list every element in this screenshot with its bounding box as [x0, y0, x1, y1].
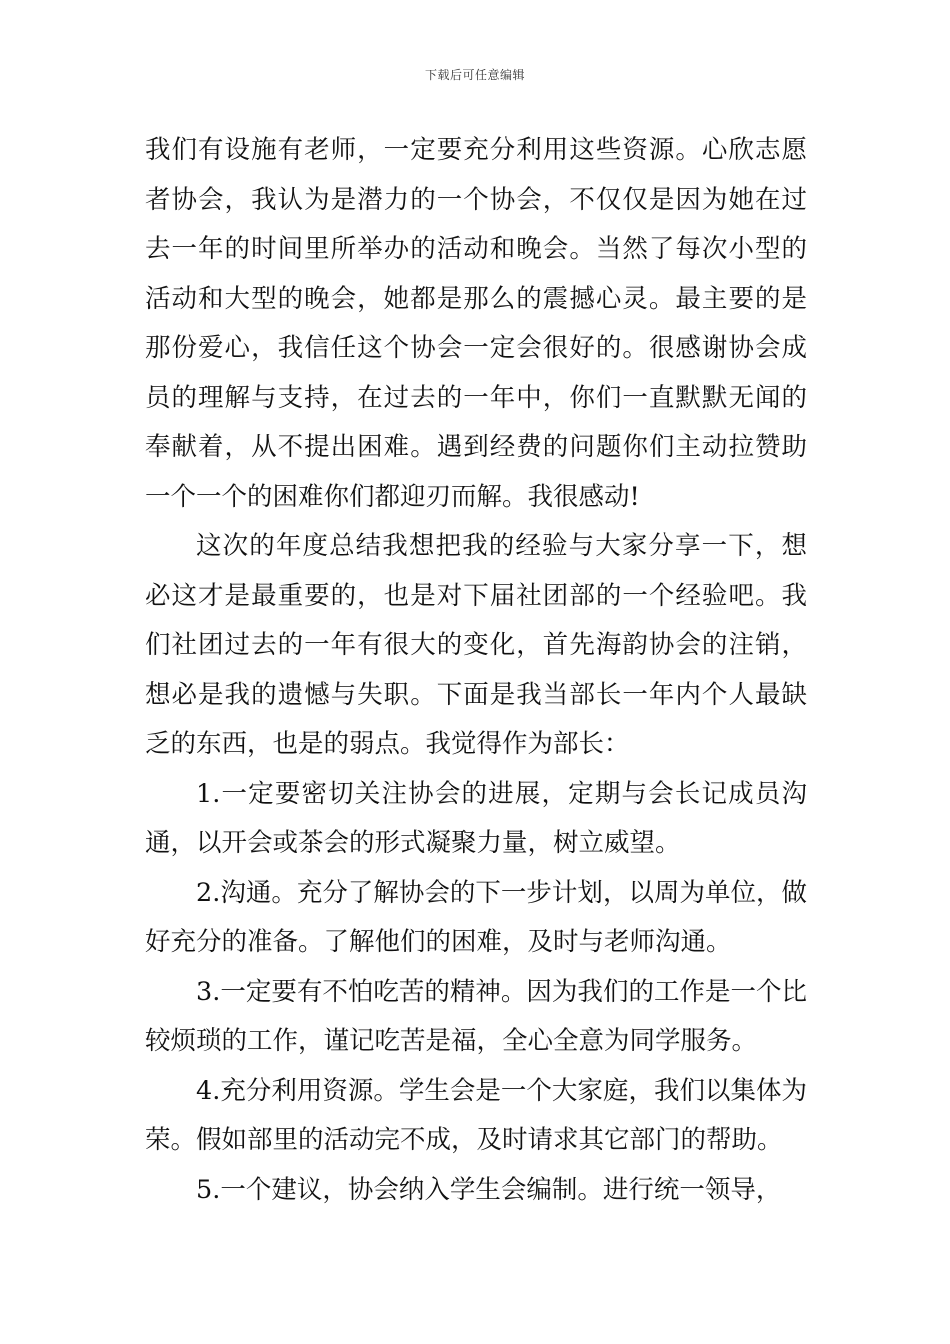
- list-item-4: 4.充分利用资源。学生会是一个大家庭，我们以集体为荣。假如部里的活动完不成，及时请求其它部门的帮助。: [145, 1075, 807, 1155]
- paragraph-facilities-and-association: 我们有设施有老师，一定要充分利用这些资源。心欣志愿者协会，我认为是潜力的一个协会，不仅仅是因为她在过去一年的时间里所举办的活动和晚会。当然了每次小型的活动和大型的晚会，她都是那么的震撼心灵。最主要的是那份爱心，我信任这个协会一定会很好的。很感谢协会成员的理解与支持，在过去的一年中，你们一直默默无闻的奉献着，从不提出困难。遇到经费的问题你们主动拉赞助一个一个的困难你们都迎刃而解。我很感动!: [145, 135, 807, 512]
- document-body: [145, 126, 807, 1215]
- list-item-2: 2.沟通。充分了解协会的下一步计划，以周为单位，做好充分的准备。了解他们的困难，及时与老师沟通。: [145, 877, 807, 957]
- paragraph-annual-summary: 这次的年度总结我想把我的经验与大家分享一下，想必这才是最重要的，也是对下届社团部的一个经验吧。我们社团过去的一年有很大的变化，首先海韵协会的注销，想必是我的遗憾与失职。下面是我当部长一年内个人最缺乏的东西，也是的弱点。我觉得作为部长：: [145, 531, 807, 759]
- list-item-5: 5.一个建议，协会纳入学生会编制。进行统一领导，: [196, 1174, 782, 1205]
- page-header: 下载后可任意编辑: [424, 68, 525, 82]
- list-item-3: 3.一定要有不怕吃苦的精神。因为我们的工作是一个比较烦琐的工作，谨记吃苦是福，全心全意为同学服务。: [145, 976, 807, 1056]
- list-item-1: 1.一定要密切关注协会的进展，定期与会长记成员沟通，以开会或茶会的形式凝聚力量，树立威望。: [145, 778, 807, 858]
